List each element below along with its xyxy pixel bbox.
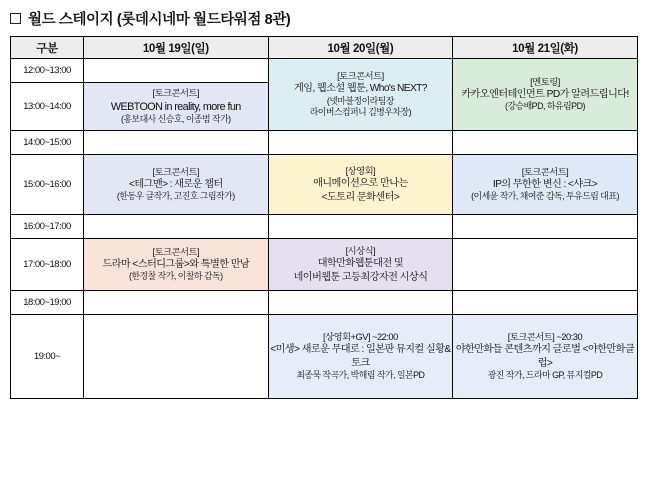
cell-d3-1800 [453,291,638,315]
table-row [11,315,638,399]
session-category: [토크콘서트] [152,166,200,177]
session-category: [상영회] [345,165,376,176]
session-title: 게임, 웹소설 웹툰, Who's NEXT? [293,83,427,95]
session-title-1: 대학만화웹툰대전 및 [317,258,404,270]
table-row [11,59,638,83]
time-label-1600: 16:00~17:00 [11,215,84,239]
session-sub: (홍보대사 신승호, 이종범 작가) [120,113,231,124]
session-d3-1200[interactable] [453,59,638,131]
session-d3-1900[interactable] [453,315,638,399]
session-category: [상영회+GV] ~22:00 [323,332,398,343]
session-category: [멘토링] [530,76,560,87]
cell-d2-1600 [268,215,453,239]
session-d1-1300[interactable] [84,83,269,131]
session-d2-1700[interactable] [268,239,453,291]
session-title: 드라마 <스터디그룹>와 특별한 만남 [102,259,250,271]
session-sub: (이세윤 작가, 채여준 감독, 투유드림 대표) [471,191,619,202]
session-category: [토크콘서트] [337,70,384,81]
session-title: <테그맨> : 새로운 챕터 [129,179,223,191]
cell-d2-1400 [268,131,453,155]
session-d2-1900[interactable] [268,315,453,399]
cell-d3-1400 [453,131,638,155]
time-label-1500: 15:00~16:00 [11,155,84,215]
session-title-1: 애니메이션으로 만나는 [313,178,408,190]
header-day-1: 10월 19일(일) [84,37,269,59]
table-row [11,291,638,315]
session-category: [토크콘서트] [152,88,200,99]
cell-d1-1600 [84,215,269,239]
cell-d2-1800 [268,291,453,315]
session-sub-1: (넷마블정이라팀장 [326,95,394,106]
table-row [11,215,638,239]
page-title [10,8,290,29]
cell-d3-1600 [453,215,638,239]
cell-d1-1200 [84,59,269,83]
session-sub: (강승배PD, 하유림PD) [505,101,585,112]
time-label-1200: 12:00~13:00 [11,59,84,83]
session-d2-1500[interactable] [268,155,453,215]
session-d2-1200[interactable] [268,59,453,131]
time-label-1700: 17:00~18:00 [11,239,84,291]
session-sub: (한경찰 작가, 이찰하 감독) [129,271,223,282]
header-day-2: 10월 20일(월) [268,37,453,59]
session-category: [토크콘서트] [152,246,200,257]
session-d1-1700[interactable] [84,239,269,291]
table-row [11,239,638,291]
session-sub: 광진 작가, 드라마 GP, 뮤지컬PD [487,370,603,381]
schedule-table [10,36,638,399]
session-sub: (한동우 글작가, 고진호 그림작가) [116,191,235,202]
header-day-3: 10월 21일(화) [453,37,638,59]
cell-d1-1400 [84,131,269,155]
cell-d1-1800 [84,291,269,315]
time-label-1400: 14:00~15:00 [11,131,84,155]
session-title-2: <도토리 문화센터> [321,191,400,203]
session-title: IP의 무한한 변신 : <샤크> [492,179,598,191]
time-label-1300: 13:00~14:00 [11,83,84,131]
checkbox-icon [10,13,21,24]
session-sub-2: 라이버스컴퍼니 김병우차장) [309,107,412,118]
session-category: [토크콘서트] ~20:30 [507,332,583,343]
session-sub: 최종묵 작곡가, 박해림 작가, 일본PD [296,370,425,381]
table-row [11,131,638,155]
cell-d1-1900 [84,315,269,399]
session-title: 카카오엔터테인먼트 PD가 알려드립니다! [461,89,629,101]
header-time-col: 구분 [11,37,84,59]
session-category: [시상식] [345,245,376,256]
table-header-row [11,37,638,59]
session-category: [토크콘서트] [521,166,569,177]
table-row [11,155,638,215]
time-label-1900: 19:00~ [11,315,84,399]
session-title: WEBTOON in reality, more fun [110,100,241,113]
session-d3-1500[interactable] [453,155,638,215]
session-d1-1500[interactable] [84,155,269,215]
session-title-2: 네이버웹툰 고등최강자전 시상식 [293,271,428,283]
page-title-text: 월드 스테이지 (롯데시네마 월드타워점 8관) [28,12,291,28]
time-label-1800: 18:00~19:00 [11,291,84,315]
cell-d3-1700 [453,239,638,291]
session-title: <미생> 새로운 무대로 : 일본판 뮤지컬 실황&토크 [270,344,451,369]
session-title: 야한만화들 콘텐츠까지 글로벌 <야한만화클럽> [455,344,635,369]
